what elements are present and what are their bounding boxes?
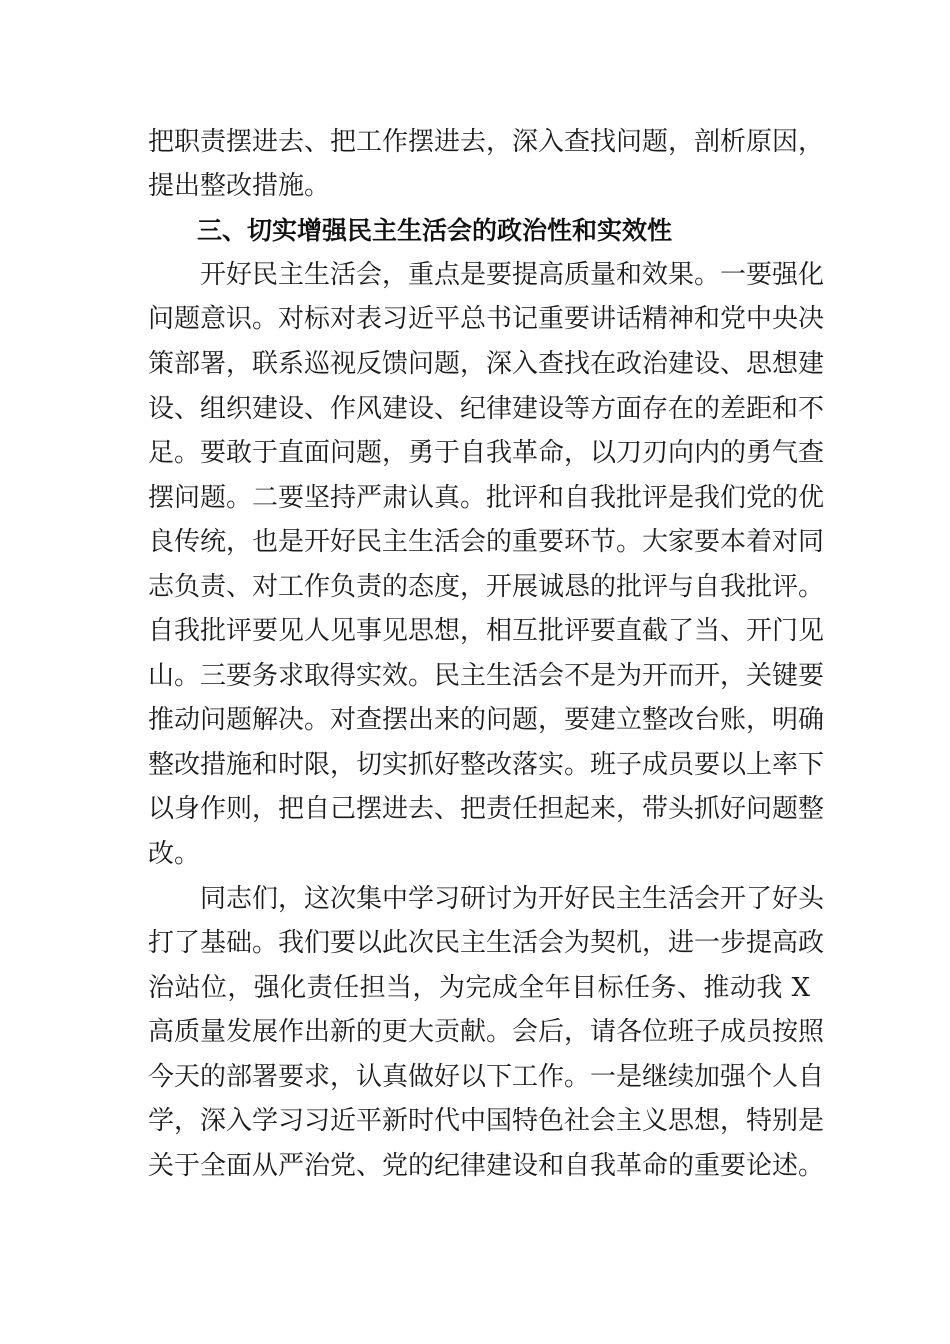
text-line: 足。要敢于直面问题，勇于自我革命，以刀刃向内的勇气查 (148, 438, 825, 468)
text-line: 学，深入学习习近平新时代中国特色社会主义思想，特别是 (148, 1106, 825, 1136)
text-line: 治站位，强化责任担当，为完成全年目标任务、推动我 X (148, 973, 810, 1003)
text-line: 以身作则，把自己摆进去、把责任担起来，带头抓好问题整 (148, 794, 825, 824)
text-line: 把职责摆进去、把工作摆进去，深入查找问题，剖析原因， (148, 127, 825, 157)
text-line: 志负责、对工作负责的态度，开展诚恳的批评与自我批评。 (148, 572, 825, 602)
text-line: 打了基础。我们要以此次民主生活会为契机，进一步提高政 (148, 928, 825, 958)
text-line: 问题意识。对标对表习近平总书记重要讲话精神和党中央决 (148, 304, 825, 334)
text-line: 开好民主生活会，重点是要提高质量和效果。一要强化 (200, 260, 825, 290)
text-line: 关于全面从严治党、党的纪律建设和自我革命的重要论述。 (148, 1151, 825, 1181)
text-line: 高质量发展作出新的更大贡献。会后，请各位班子成员按照 (148, 1017, 825, 1047)
text-line: 摆问题。二要坚持严肃认真。批评和自我批评是我们党的优 (148, 483, 825, 513)
text-line: 改。 (148, 839, 201, 869)
text-line: 推动问题解决。对查摆出来的问题，要建立整改台账，明确 (148, 705, 825, 735)
text-line: 设、组织建设、作风建设、纪律建设等方面存在的差距和不 (148, 394, 825, 424)
text-line: 良传统，也是开好民主生活会的重要环节。大家要本着对同 (148, 527, 825, 557)
text-line: 提出整改措施。 (148, 171, 331, 201)
section-heading: 三、切实增强民主生活会的政治性和实效性 (197, 216, 673, 245)
text-line: 策部署，联系巡视反馈问题，深入查找在政治建设、思想建 (148, 349, 825, 379)
text-line: 同志们，这次集中学习研讨为开好民主生活会开了好头 (200, 884, 825, 914)
text-line: 自我批评要见人见事见思想，相互批评要直截了当、开门见 (148, 616, 825, 646)
text-line: 整改措施和时限，切实抓好整改落实。班子成员要以上率下 (148, 750, 825, 780)
text-line: 山。三要务求取得实效。民主生活会不是为开而开，关键要 (148, 661, 825, 691)
text-line: 今天的部署要求，认真做好以下工作。一是继续加强个人自 (148, 1062, 825, 1092)
